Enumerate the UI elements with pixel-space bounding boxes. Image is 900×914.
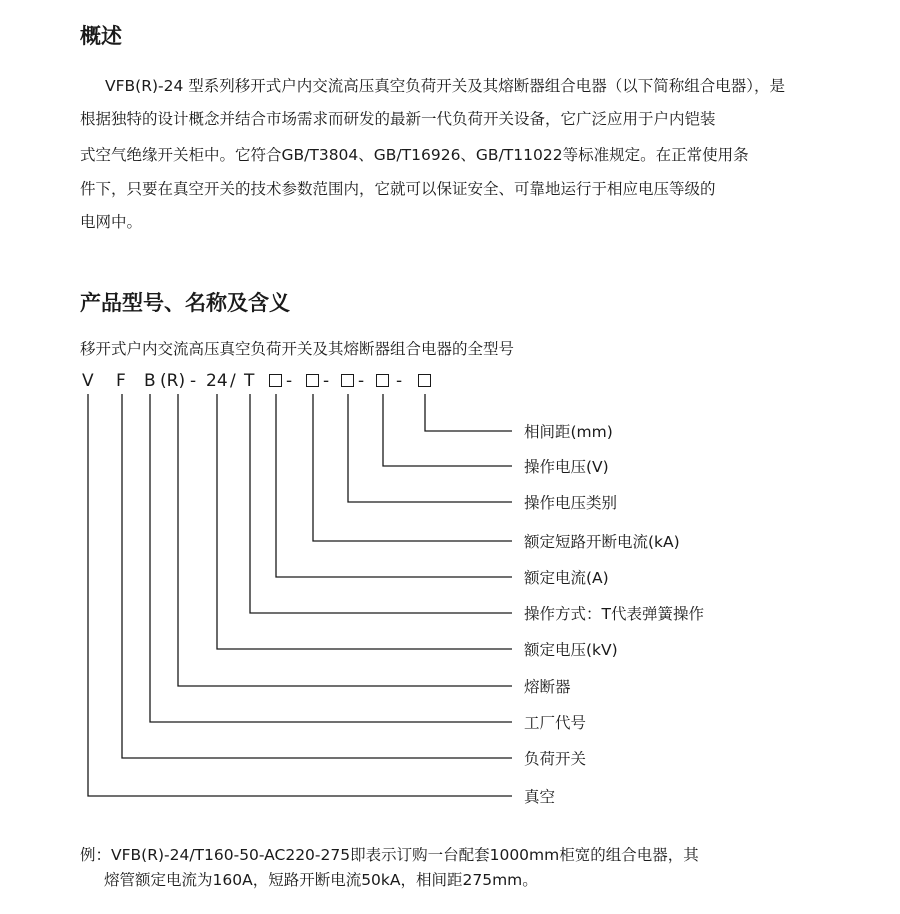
label-factory-code: 工厂代号 xyxy=(524,714,587,732)
code-dash-3: - xyxy=(323,371,330,391)
label-fuse: 熔断器 xyxy=(524,678,571,696)
overview-line-2: 根据独特的设计概念并结合市场需求而研发的最新一代负荷开关设备，它广泛应用于户内铠装 xyxy=(80,110,716,128)
leader-spacing xyxy=(425,394,512,431)
code-t: T xyxy=(244,371,255,391)
overview-line-5: 电网中。 xyxy=(80,213,143,231)
overview-line-1: VFB(R)-24 型系列移开式户内交流高压真空负荷开关及其熔断器组合电器（以下简称组合电器），是 xyxy=(105,77,786,95)
code-voltage: 24 xyxy=(206,371,228,391)
leader-op-voltage xyxy=(383,394,512,466)
overview-heading: 概述 xyxy=(80,24,122,48)
model-heading: 产品型号、名称及含义 xyxy=(80,291,290,315)
code-r: (R) xyxy=(160,371,186,391)
model-subtitle: 移开式户内交流高压真空负荷开关及其熔断器组合电器的全型号 xyxy=(80,340,515,358)
code-f: F xyxy=(116,371,126,391)
overview-line-3: 式空气绝缘开关柜中。它符合GB/T3804、GB/T16926、GB/T11022等标准规定。在正常使用条 xyxy=(80,146,749,164)
leader-op-type xyxy=(348,394,512,502)
leader-fuse xyxy=(178,394,512,686)
code-slash: / xyxy=(230,371,236,391)
label-operating-voltage: 操作电压(V) xyxy=(524,458,609,476)
example-line-1: 例：VFB(R)-24/T160-50-AC220-275即表示订购一台配套1000mm柜宽的组合电器，其 xyxy=(80,846,699,864)
leader-factory xyxy=(150,394,512,722)
leader-vacuum xyxy=(88,394,512,796)
label-phase-spacing: 相间距(mm) xyxy=(524,423,613,441)
code-v: V xyxy=(82,371,94,391)
label-short-circuit-breaking: 额定短路开断电流(kA) xyxy=(524,533,680,551)
leader-voltage xyxy=(217,394,512,649)
code-b: B xyxy=(144,371,156,391)
label-operating-mode: 操作方式：T代表弹簧操作 xyxy=(524,605,704,623)
code-dash-2: - xyxy=(286,371,293,391)
label-operating-voltage-type: 操作电压类别 xyxy=(524,494,618,512)
label-rated-current: 额定电流(A) xyxy=(524,569,609,587)
overview-line-4: 件下，只要在真空开关的技术参数范围内，它就可以保证安全、可靠地运行于相应电压等级的 xyxy=(80,180,716,198)
example-line-2: 熔管额定电流为160A，短路开断电流50kA，相间距275mm。 xyxy=(104,871,538,889)
code-dash-1: - xyxy=(190,371,197,391)
label-rated-voltage: 额定电压(kV) xyxy=(524,641,618,659)
label-load-switch: 负荷开关 xyxy=(524,750,587,768)
leader-current xyxy=(276,394,512,577)
code-dash-4: - xyxy=(358,371,365,391)
leader-mechanism xyxy=(250,394,512,613)
leader-load-switch xyxy=(122,394,512,758)
label-vacuum: 真空 xyxy=(524,788,556,806)
code-dash-5: - xyxy=(396,371,403,391)
leader-breaking xyxy=(313,394,512,541)
